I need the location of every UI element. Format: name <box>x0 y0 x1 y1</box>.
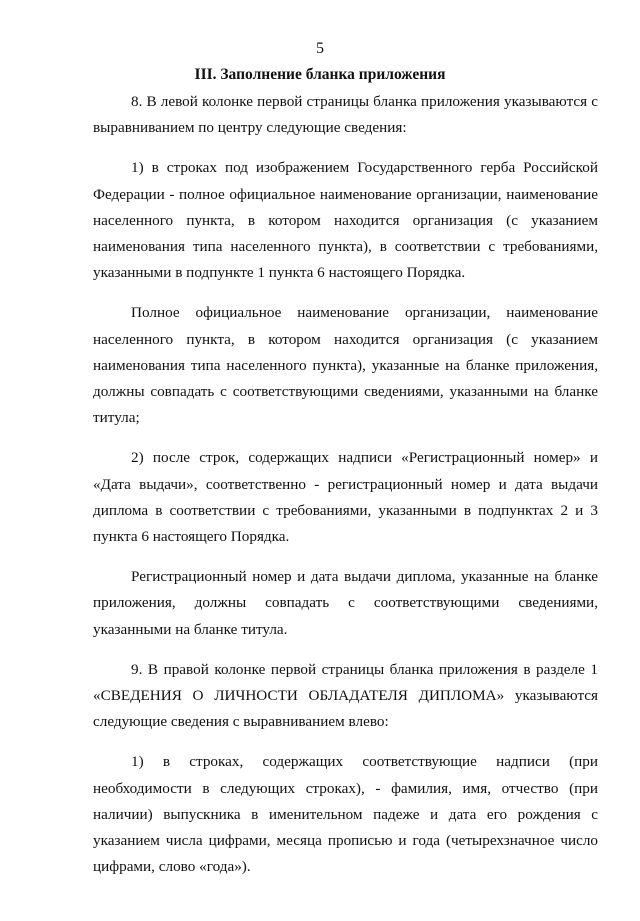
paragraph-9-subitem-1: 1) в строках, содержащих соответствующие надписи (при необходимости в следующих строках), - фамилия, имя, отчество (при наличии) выпускника в именительном падеже и дата его рождения с указанием числа цифрами, месяца прописью и года (четырехзначное число цифрами, слово «года»). <box>93 753 598 876</box>
paragraph-8: 8. В левой колонке первой страницы бланка приложения указываются с выравниванием по центру следующие сведения: <box>93 93 598 137</box>
paragraph-8-subitem-2: 2) после строк, содержащих надписи «Регистрационный номер» и «Дата выдачи», соответственно - регистрационный номер и дата выдачи диплома в соответствии с требованиями, указанными в подпунктах 2 и 3 пункта 6 настоящего Порядка. <box>93 449 598 546</box>
section-heading: III. Заполнение бланка приложения <box>194 66 446 83</box>
paragraph-8-subitem-1: 1) в строках под изображением Государственного герба Российской Федерации - полное официальное наименование организации, наименование населенного пункта, в котором находится организация (с указанием наименования типа населенного пункта), в соответствии с требованиями, указанными в подпункте 1 пункта 6 настоящего Порядка. <box>93 159 598 282</box>
page-number: 5 <box>316 40 324 57</box>
paragraph-9: 9. В правой колонке первой страницы бланка приложения в разделе 1 «СВЕДЕНИЯ О ЛИЧНОСТИ ОБЛАДАТЕЛЯ ДИПЛОМА» указываются следующие сведения с выравниванием влево: <box>93 660 598 731</box>
paragraph-8-subitem-2-note: Регистрационный номер и дата выдачи диплома, указанные на бланке приложения, должны совпадать с соответствующими сведениями, указанными на бланке титула. <box>93 568 598 638</box>
document-body <box>93 89 598 880</box>
paragraph-8-subitem-1-note: Полное официальное наименование организации, наименование населенного пункта, в котором находится организация (с указанием наименования типа населенного пункта), указанные на бланке приложения, должны совпадать с соответствующими сведениями, указанными на бланке титула; <box>93 304 598 427</box>
